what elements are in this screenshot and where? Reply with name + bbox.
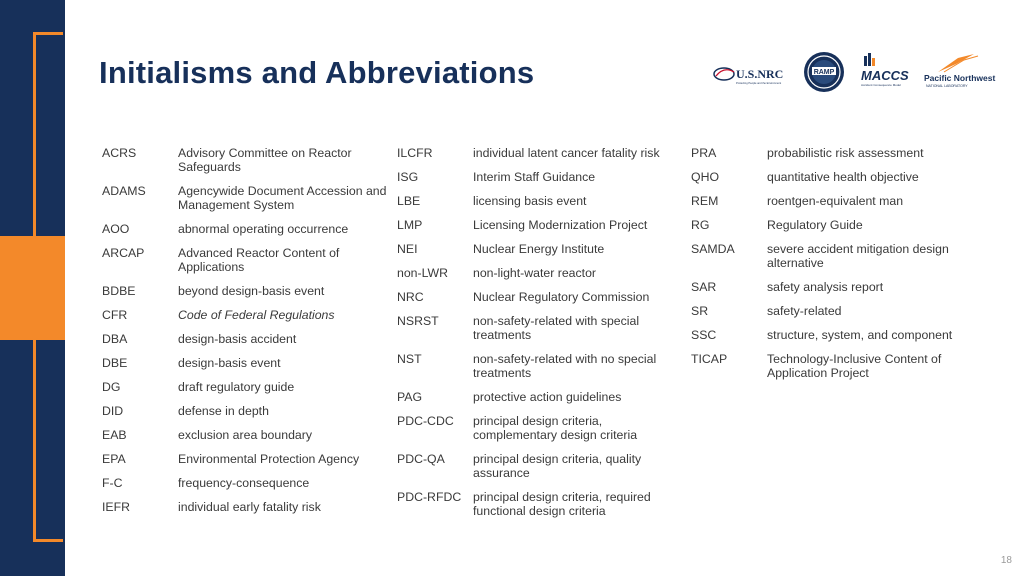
abbreviation-definition: Nuclear Energy Institute <box>473 242 605 256</box>
abbreviation-term: PDC-CDC <box>397 414 454 428</box>
abbreviation-term: LMP <box>397 218 423 232</box>
orange-bracket <box>33 32 63 542</box>
abbreviation-term: NEI <box>397 242 418 256</box>
page-number: 18 <box>1000 555 1012 566</box>
abbreviation-term: IEFR <box>102 500 131 514</box>
abbreviation-definition: licensing basis event <box>473 194 587 208</box>
abbreviation-row <box>102 332 392 346</box>
abbreviation-row <box>397 170 687 184</box>
abbreviation-definition: protective action guidelines <box>473 390 622 404</box>
abbreviation-term: DBA <box>102 332 128 346</box>
abbreviation-definition: frequency-consequence <box>178 476 310 490</box>
abbreviation-term: LBE <box>397 194 421 208</box>
usnrc-logo <box>714 67 783 85</box>
usnrc-logo-tagline: Protecting People and the Environment <box>736 82 782 85</box>
abbreviation-term: ACRS <box>102 146 137 160</box>
pnnl-logo <box>924 54 995 88</box>
abbreviation-row <box>691 280 981 294</box>
abbreviation-definition: Technology-Inclusive Content of Application Project <box>767 352 942 380</box>
abbreviation-row <box>397 146 687 160</box>
abbreviation-definition: beyond design-basis event <box>178 284 325 298</box>
abbreviation-term: PDC-RFDC <box>397 490 462 504</box>
abbreviation-term: REM <box>691 194 719 208</box>
abbreviation-definition: quantitative health objective <box>767 170 919 184</box>
abbreviation-definition: roentgen-equivalent man <box>767 194 904 208</box>
abbreviation-row <box>397 390 687 404</box>
partner-logos <box>712 50 1002 94</box>
abbreviation-definition: Nuclear Regulatory Commission <box>473 290 650 304</box>
abbreviation-term: NST <box>397 352 422 366</box>
abbreviation-row <box>397 490 687 518</box>
abbreviation-term: ARCAP <box>102 246 145 260</box>
abbreviation-definition: design-basis event <box>178 356 281 370</box>
abbreviation-definition: abnormal operating occurrence <box>178 222 349 236</box>
abbreviation-row <box>691 218 981 232</box>
abbreviation-term: DG <box>102 380 121 394</box>
abbreviation-row <box>691 170 981 184</box>
abbreviation-term: PAG <box>397 390 423 404</box>
abbreviation-row <box>691 352 981 380</box>
abbreviation-row <box>397 414 687 442</box>
abbreviation-definition: non-light-water reactor <box>473 266 597 280</box>
pnnl-logo-line1: Pacific Northwest <box>924 73 996 83</box>
abbreviation-row <box>397 314 687 342</box>
abbreviation-definition: Advanced Reactor Content of Applications <box>178 246 340 274</box>
abbreviation-row <box>397 266 687 280</box>
abbreviation-term: CFR <box>102 308 128 322</box>
abbreviation-row <box>691 194 981 208</box>
abbreviation-definition: Environmental Protection Agency <box>178 452 360 466</box>
abbreviation-definition: Advisory Committee on Reactor Safeguards <box>178 146 352 174</box>
abbreviation-definition: non-safety-related with no special treatments <box>473 352 657 380</box>
abbreviation-row <box>102 284 392 298</box>
usnrc-logo-text: U.S.NRC <box>736 67 784 81</box>
abbreviation-row <box>102 184 392 212</box>
abbreviation-term: F-C <box>102 476 123 490</box>
abbreviation-term: NRC <box>397 290 424 304</box>
abbreviation-term: DBE <box>102 356 128 370</box>
abbreviation-definition: Code of Federal Regulations <box>178 308 335 322</box>
abbreviation-term: NSRST <box>397 314 439 328</box>
abbreviation-definition: design-basis accident <box>178 332 297 346</box>
abbreviation-row <box>102 356 392 370</box>
abbreviation-row <box>102 428 392 442</box>
maccs-logo <box>861 53 909 87</box>
abbreviation-term: PDC-QA <box>397 452 445 466</box>
abbreviation-term: ISG <box>397 170 419 184</box>
abbreviation-row <box>102 308 392 322</box>
abbreviation-definition: defense in depth <box>178 404 269 418</box>
abbreviation-term: ILCFR <box>397 146 433 160</box>
abbreviation-term: QHO <box>691 170 720 184</box>
abbreviation-row <box>691 242 981 270</box>
abbreviation-row <box>102 404 392 418</box>
abbreviation-term: SSC <box>691 328 717 342</box>
abbreviation-row <box>397 194 687 208</box>
abbreviation-definition: non-safety-related with special treatments <box>473 314 640 342</box>
maccs-logo-text: MACCS <box>861 68 909 83</box>
abbreviation-term: non-LWR <box>397 266 449 280</box>
abbreviation-row <box>397 218 687 232</box>
abbreviation-row <box>691 146 981 160</box>
ramp-logo-text: RAMP <box>813 69 835 76</box>
abbreviation-definition: severe accident mitigation design alternative <box>767 242 949 270</box>
abbreviation-definition: probabilistic risk assessment <box>767 146 924 160</box>
abbreviation-row <box>102 222 392 236</box>
abbreviation-term: BDBE <box>102 284 136 298</box>
abbreviation-definition: Interim Staff Guidance <box>473 170 596 184</box>
abbreviation-definition: draft regulatory guide <box>178 380 295 394</box>
abbreviation-term: PRA <box>691 146 717 160</box>
abbreviation-row <box>102 380 392 394</box>
ramp-logo <box>804 52 844 92</box>
abbreviation-term: SAR <box>691 280 717 294</box>
abbreviation-definition: safety analysis report <box>767 280 884 294</box>
abbreviation-term: RG <box>691 218 710 232</box>
abbreviation-definition: exclusion area boundary <box>178 428 312 442</box>
abbreviation-row <box>397 290 687 304</box>
abbreviation-definition: individual latent cancer fatality risk <box>473 146 660 160</box>
abbreviation-definition: structure, system, and component <box>767 328 953 342</box>
abbreviation-row <box>691 304 981 318</box>
abbreviation-term: SAMDA <box>691 242 735 256</box>
abbreviation-row <box>102 146 392 174</box>
abbreviation-row <box>102 246 392 274</box>
abbreviation-term: TICAP <box>691 352 728 366</box>
abbreviation-row <box>102 452 392 466</box>
page-title: Initialisms and Abbreviations <box>99 55 535 90</box>
abbreviation-term: DID <box>102 404 124 418</box>
abbreviation-definition: safety-related <box>767 304 842 318</box>
abbreviation-term: EAB <box>102 428 127 442</box>
abbreviation-definition: individual early fatality risk <box>178 500 321 514</box>
abbreviation-term: ADAMS <box>102 184 146 198</box>
abbreviation-row <box>102 500 392 514</box>
abbreviation-row <box>397 352 687 380</box>
maccs-logo-sub: Accident Consequence Model <box>861 83 901 87</box>
abbreviation-definition: principal design criteria, required functional design criteria <box>473 490 651 518</box>
pnnl-logo-line2: NATIONAL LABORATORY <box>926 84 968 88</box>
abbreviation-column-1 <box>102 146 392 524</box>
abbreviation-definition: principal design criteria, quality assurance <box>473 452 642 480</box>
abbreviation-row <box>102 476 392 490</box>
abbreviation-term: EPA <box>102 452 126 466</box>
abbreviation-row <box>397 452 687 480</box>
abbreviation-row <box>691 328 981 342</box>
abbreviation-definition: Regulatory Guide <box>767 218 863 232</box>
abbreviation-term: SR <box>691 304 709 318</box>
abbreviation-term: AOO <box>102 222 130 236</box>
abbreviation-definition: Agencywide Document Accession and Management System <box>178 184 387 212</box>
abbreviation-definition: Licensing Modernization Project <box>473 218 648 232</box>
abbreviation-row <box>397 242 687 256</box>
abbreviation-column-3 <box>691 146 981 390</box>
abbreviation-definition: principal design criteria, complementary design criteria <box>473 414 638 442</box>
abbreviation-column-2 <box>397 146 687 528</box>
